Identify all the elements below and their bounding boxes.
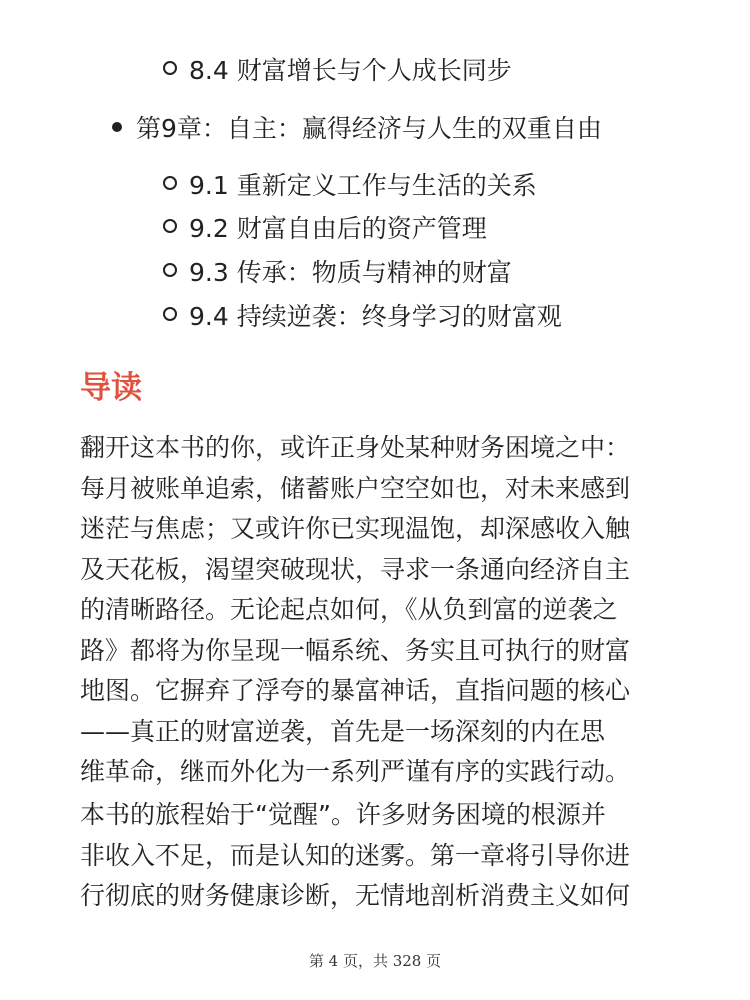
paragraph-intro bbox=[80, 428, 680, 793]
section-heading: 导读 bbox=[80, 370, 142, 406]
toc-item-label: 9.2 财富自由后的资产管理 bbox=[189, 214, 487, 243]
toc-item-label: 8.4 财富增长与个人成长同步 bbox=[189, 56, 512, 85]
paragraph-line: 及天花板，渴望突破现状，寻求一条通向经济自主 bbox=[80, 554, 631, 584]
hollow-bullet-icon bbox=[163, 307, 177, 321]
toc-item-label: 9.1 重新定义工作与生活的关系 bbox=[189, 171, 537, 200]
hollow-bullet-icon bbox=[163, 219, 177, 233]
hollow-bullet-icon bbox=[163, 61, 177, 75]
filled-bullet-icon bbox=[112, 122, 122, 132]
toc-item-label: 9.3 传承：物质与精神的财富 bbox=[189, 258, 512, 287]
toc-item-9-2 bbox=[163, 212, 487, 246]
paragraph-line: 地图。它摒弃了浮夸的暴富神话，直指问题的核心 bbox=[80, 676, 631, 705]
paragraph-line: 迷茫与焦虑；又或许你已实现温饱，却深感收入触 bbox=[80, 514, 631, 543]
paragraph-line: 行彻底的财务健康诊断，无情地剖析消费主义如何 bbox=[80, 881, 631, 910]
paragraph-journey bbox=[80, 795, 680, 917]
hollow-bullet-icon bbox=[163, 176, 177, 190]
paragraph-line: 的清晰路径。无论起点如何，《从负到富的逆袭之 bbox=[80, 595, 618, 624]
paragraph-line: 维革命，继而外化为一系列严谨有序的实践行动。 bbox=[80, 757, 631, 786]
hollow-bullet-icon bbox=[163, 263, 177, 277]
paragraph-line: 每月被账单追索，储蓄账户空空如也，对未来感到 bbox=[80, 473, 631, 503]
toc-item-9-4 bbox=[163, 300, 562, 334]
toc-item-label: 9.4 持续逆袭：终身学习的财富观 bbox=[189, 302, 562, 331]
toc-chapter-9 bbox=[112, 112, 602, 146]
paragraph-line: ——真正的财富逆袭，首先是一场深刻的内在思 bbox=[80, 716, 606, 746]
page-number-footer: 第 4 页，共 328 页 bbox=[308, 952, 442, 970]
toc-item-9-1 bbox=[163, 169, 537, 203]
toc-chapter-label: 第9章：自主：赢得经济与人生的双重自由 bbox=[136, 114, 602, 143]
paragraph-line: 本书的旅程始于“觉醒”。许多财务困境的根源并 bbox=[80, 800, 606, 829]
toc-item-9-3 bbox=[163, 256, 512, 290]
paragraph-line: 非收入不足，而是认知的迷雾。第一章将引导你进 bbox=[80, 840, 631, 870]
paragraph-line: 翻开这本书的你，或许正身处某种财务困境之中： bbox=[80, 433, 631, 462]
paragraph-line: 路》都将为你呈现一幅系统、务实且可执行的财富 bbox=[80, 635, 631, 665]
toc-item-8-4 bbox=[163, 54, 512, 88]
